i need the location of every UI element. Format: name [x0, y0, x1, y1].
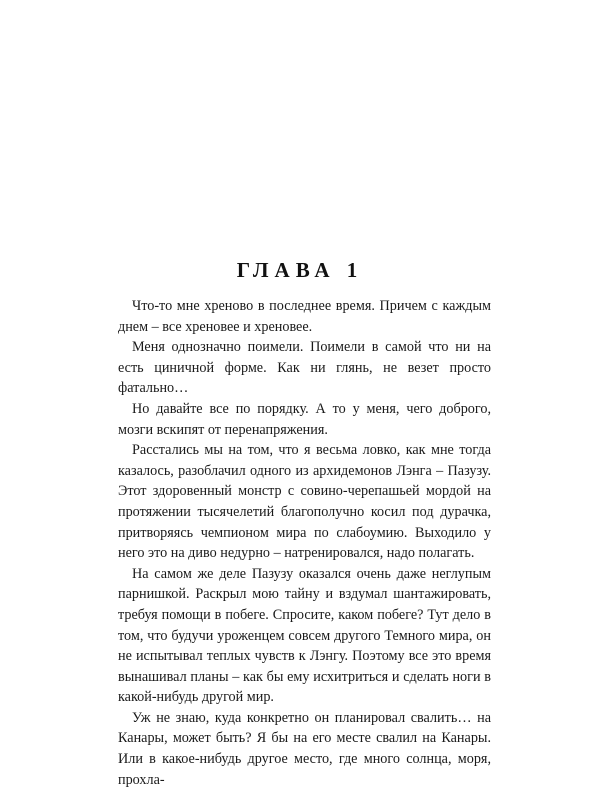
paragraph: Расстались мы на том, что я весьма ловко, как мне тогда казалось, разоблачил одного из архидемонов Лэнга – Пазузу. Этот здоровенный монстр с совино-черепашьей мордой на протяжении тысячелетий благополучно косил под дурачка, притворяясь чемпионом мира по слабоумию. Выходило у него это на диво недурно – натренировался, надо полагать. [118, 442, 491, 562]
paragraph: Что-то мне хреново в последнее время. Причем с каждым днем – все хреновее и хреновее. [118, 298, 491, 335]
paragraph: На самом же деле Пазузу оказался очень даже неглупым парнишкой. Раскрыл мою тайну и вздумал шантажировать, требуя помощи в побеге. Спросите, каком побеге? Тут дело в том, что будучи уроженцем совсем другого Темного мира, он не испытывал теплых чувств к Лэнгу. Поэтому все это время вынашивал планы – как бы ему исхитриться и сделать ноги в какой-нибудь другой мир. [118, 565, 491, 706]
paragraph: Уж не знаю, куда конкретно он планировал свалить… на Канары, может быть? Я бы на его месте свалил на Канары. Или в какое-нибудь другое место, где много солнца, моря, прохла- [118, 709, 491, 788]
paragraph: Меня однозначно поимели. Поимели в самой что ни на есть циничной форме. Как ни глянь, не везет просто фатально… [118, 339, 491, 397]
chapter-body [118, 296, 491, 790]
chapter-title: ГЛАВА 1 [236, 258, 364, 282]
paragraph: Но давайте все по порядку. А то у меня, чего доброго, мозги вскипят от перенапряжения. [118, 400, 491, 438]
